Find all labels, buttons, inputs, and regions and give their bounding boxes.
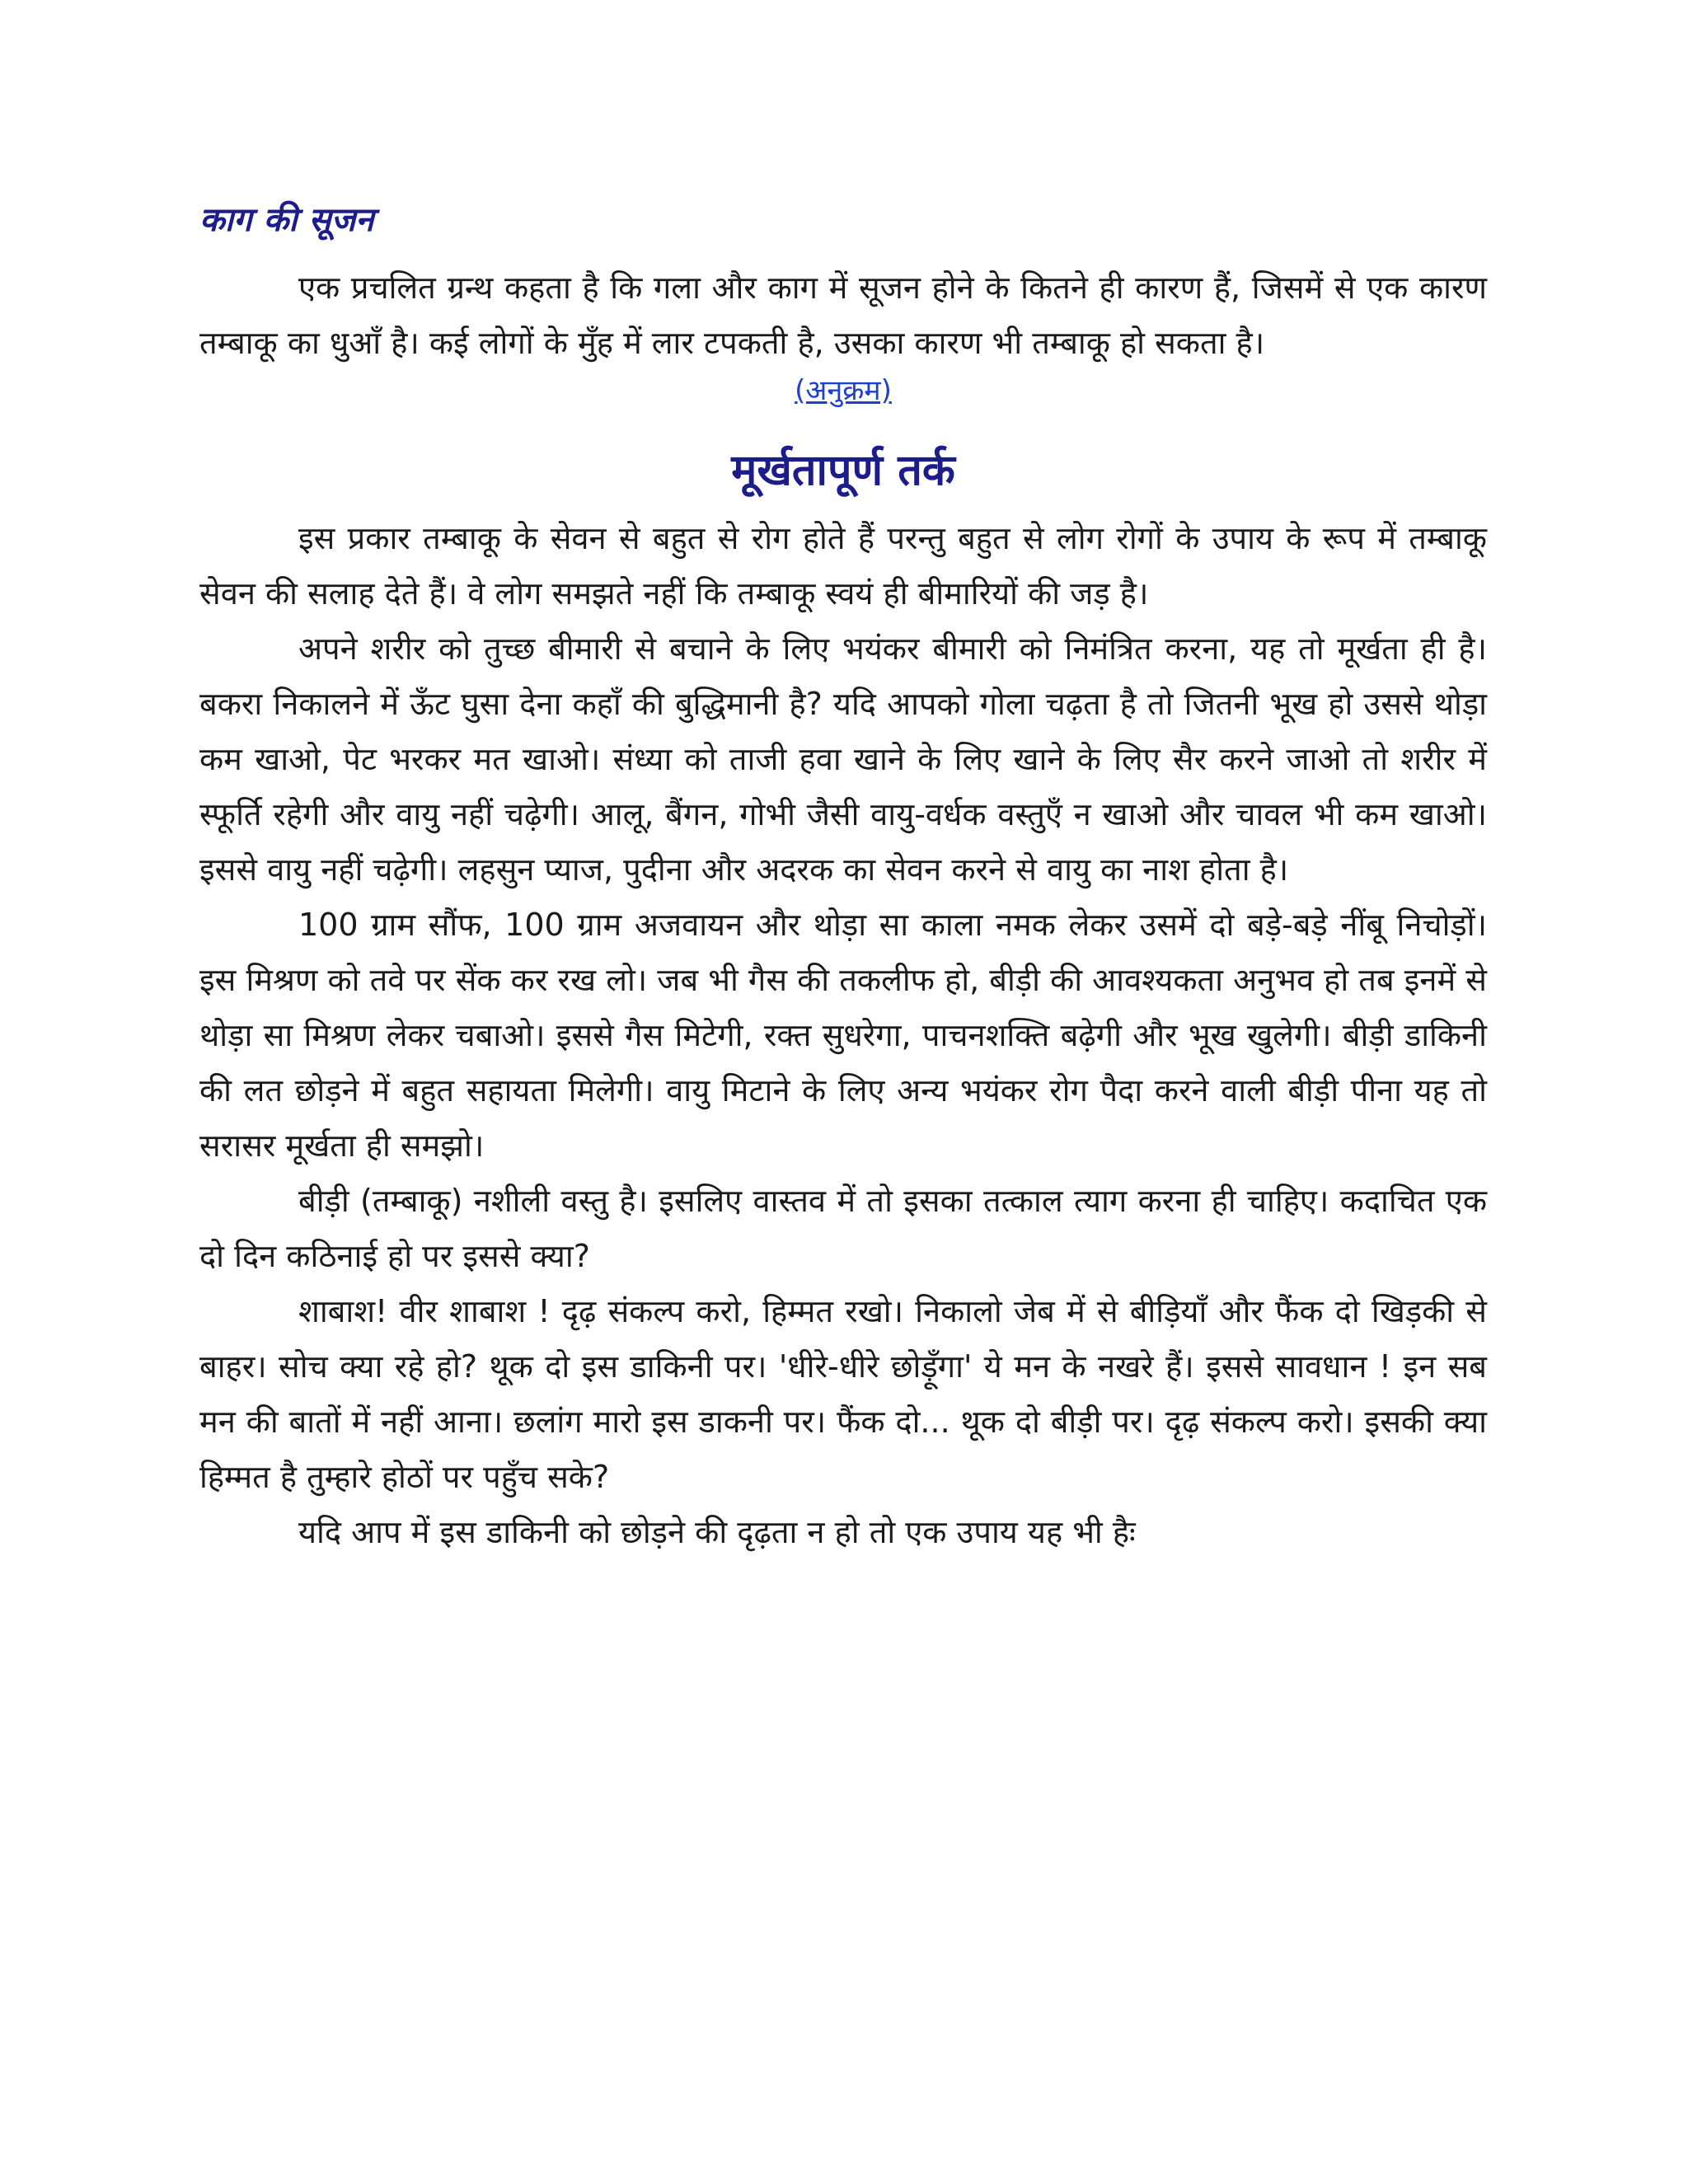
index-link[interactable]: (अनुक्रम) (795, 374, 892, 407)
paragraph: इस प्रकार तम्बाकू के सेवन से बहुत से रोग होते हैं परन्तु बहुत से लोग रोगों के उपाय के रूप में तम्बाकू सेवन की सलाह देते हैं। वे लोग समझते नहीं कि तम्बाकू स्वयं ही बीमारियों की जड़ है। (199, 520, 1487, 612)
paragraph: बीड़ी (तम्बाकू) नशीली वस्तु है। इसलिए वास्तव में तो इसका तत्काल त्याग करना ही चाहिए। कदाचित एक दो दिन कठिनाई हो पर इससे क्या? (199, 1183, 1487, 1275)
index-link-wrapper (199, 373, 1487, 409)
section-heading-kag-ki-soojan: काग की सूजन (199, 201, 374, 239)
paragraph: शाबाश! वीर शाबाश ! दृढ़ संकल्प करो, हिम्मत रखो। निकालो जेब में से बीड़ियाँ और फैंक दो खिड़की से बाहर। सोच क्या रहे हो? थूक दो इस डाकिनी पर। 'धीरे-धीरे छोड़ूँगा' ये मन के नखरे हैं। इससे सावधान ! इन सब मन की बातों में नहीं आना। छलांग मारो इस डाकनी पर। फैंक दो... थूक दो बीड़ी पर। दृढ़ संकल्प करो। इसकी क्या हिम्मत है तुम्हारे होठों पर पहुँच सके? (199, 1293, 1487, 1496)
paragraph: एक प्रचलित ग्रन्थ कहता है कि गला और काग में सूजन होने के कितने ही कारण हैं, जिसमें से एक कारण तम्बाकू का धुआँ है। कई लोगों के मुँह में लार टपकती है, उसका कारण भी तम्बाकू हो सकता है। (199, 269, 1487, 361)
document-page (199, 198, 1487, 1560)
section-title-moorkhatapoorn-tark: मूर्खतापूर्ण तर्क (731, 446, 955, 496)
paragraph: यदि आप में इस डाकिनी को छोड़ने की दृढ़ता न हो तो एक उपाय यह भी हैः (298, 1514, 1136, 1551)
paragraph: अपने शरीर को तुच्छ बीमारी से बचाने के लिए भयंकर बीमारी को निमंत्रित करना, यह तो मूर्खता ही है। बकरा निकालने में ऊँट घुसा देना कहाँ की बुद्धिमानी है? यदि आपको गोला चढ़ता है तो जितनी भूख हो उससे थोड़ा कम खाओ, पेट भरकर मत खाओ। संध्या को ताजी हवा खाने के लिए खाने के लिए सैर करने जाओ तो शरीर में स्फूर्ति रहेगी और वायु नहीं चढ़ेगी। आलू, बैंगन, गोभी जैसी वायु-वर्धक वस्तुएँ न खाओ और चावल भी कम खाओ। इससे वायु नहीं चढ़ेगी। लहसुन प्याज, पुदीना और अदरक का सेवन करने से वायु का नाश होता है। (199, 630, 1487, 888)
paragraph: 100 ग्राम सौंफ, 100 ग्राम अजवायन और थोड़ा सा काला नमक लेकर उसमें दो बड़े-बड़े नींबू निचोड़ों। इस मिश्रण को तवे पर सेंक कर रख लो। जब भी गैस की तकलीफ हो, बीड़ी की आवश्यकता अनुभव हो तब इनमें से थोड़ा सा मिश्रण लेकर चबाओ। इससे गैस मिटेगी, रक्त सुधरेगा, पाचनशक्ति बढ़ेगी और भूख खुलेगी। बीड़ी डाकिनी की लत छोड़ने में बहुत सहायता मिलेगी। वायु मिटाने के लिए अन्य भयंकर रोग पैदा करने वाली बीड़ी पीना यह तो सरासर मूर्खता ही समझो। (199, 907, 1487, 1165)
